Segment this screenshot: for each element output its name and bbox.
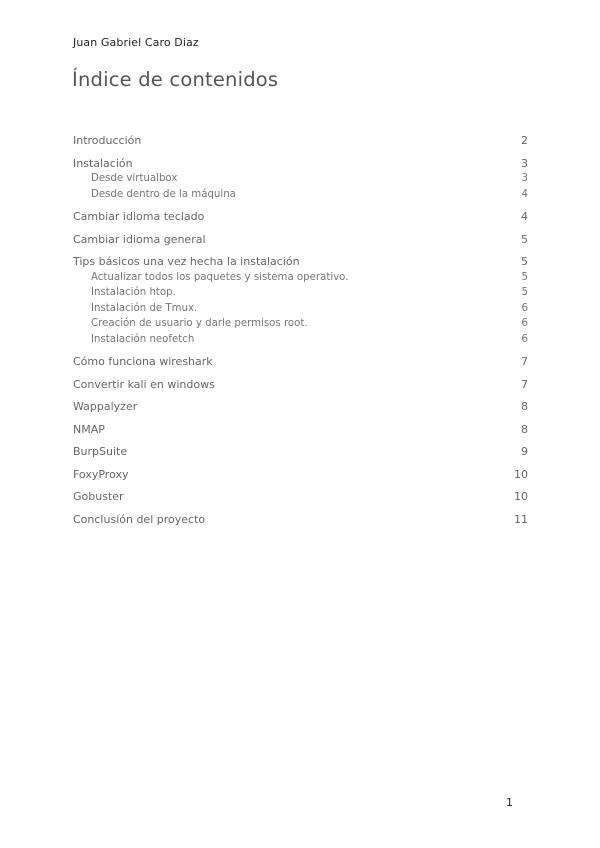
toc-entry-label: Convertir kali en windows [73,377,215,391]
toc-subentry-page: 3 [521,173,528,184]
toc-entry-label: Cambiar idioma general [73,232,206,246]
toc-subentry-label: Actualizar todos los paquetes y sistema operativo. [91,271,349,283]
toc-entry-page: 9 [521,445,528,458]
toc-entry[interactable] [73,378,528,395]
toc-subentry-page: 6 [521,333,528,345]
toc-entry[interactable] [73,233,528,250]
toc-entry[interactable] [73,445,528,462]
toc-section [73,233,528,250]
toc-entry-label: Cómo funciona wireshark [73,355,213,368]
toc-entry[interactable] [73,355,528,372]
toc-subentry[interactable] [73,318,528,334]
toc-section [73,355,528,372]
toc-entry-label: FoxyProxy [73,467,129,481]
toc-entry-page: 10 [514,467,528,481]
toc-subentry[interactable] [73,173,528,189]
toc-subentry[interactable] [73,334,528,350]
toc-section [73,513,528,530]
table-of-contents [73,134,528,535]
toc-entry-label: Cambiar idioma teclado [73,210,205,223]
toc-subentry-label: Creación de usuario y darle permisos root. [91,318,308,329]
toc-subentry-label: Desde dentro de la máquina [91,188,236,200]
toc-subentry[interactable] [73,272,528,288]
toc-entry-page: 2 [521,134,528,147]
toc-entry[interactable] [73,513,528,530]
toc-entry[interactable] [73,210,528,227]
toc-entry[interactable] [73,400,528,417]
toc-subentry-label: Desde virtualbox [91,173,178,184]
toc-entry-page: 3 [521,156,528,170]
toc-entry[interactable] [73,134,528,151]
toc-entry-label: Introducción [73,134,142,147]
toc-entry-page: 10 [514,490,528,503]
toc-entry-page: 7 [521,377,528,391]
toc-subentry[interactable] [73,303,528,319]
toc-entry-page: 5 [521,255,528,268]
toc-section [73,490,528,507]
toc-entry-label: Tips básicos una vez hecha la instalación [73,255,300,268]
toc-section [73,157,528,205]
toc-subentry-page: 5 [521,287,528,298]
toc-entry[interactable] [73,468,528,485]
toc-title: Índice de contenidos [72,68,279,91]
toc-subentry-page: 5 [521,271,528,283]
toc-subentry[interactable] [73,189,528,205]
toc-section [73,423,528,440]
toc-section [73,255,528,349]
toc-entry-label: Wappalyzer [73,400,138,413]
toc-section [73,400,528,417]
toc-subentry[interactable] [73,287,528,303]
toc-entry-page: 8 [521,422,528,436]
toc-entry-label: Conclusión del proyecto [73,512,206,526]
toc-entry-page: 5 [521,232,528,246]
toc-entry-page: 11 [514,512,528,526]
toc-section [73,210,528,227]
toc-subentry-page: 6 [521,318,528,329]
toc-entry-label: Gobuster [73,490,124,503]
toc-entry-label: BurpSuite [73,445,128,458]
toc-subentry-label: Instalación neofetch [91,333,195,345]
toc-subentry-page: 6 [521,302,528,314]
toc-entry-page: 7 [521,355,528,368]
toc-entry[interactable] [73,423,528,440]
toc-subentry-page: 4 [521,188,528,200]
toc-entry[interactable] [73,490,528,507]
page-number: 1 [506,796,513,809]
toc-entry-label: NMAP [73,422,105,436]
toc-entry[interactable] [73,255,528,272]
toc-subentry-label: Instalación htop. [91,287,176,298]
toc-entry-label: Instalación [73,156,133,170]
document-author: Juan Gabriel Caro Diaz [73,36,199,49]
toc-section [73,134,528,151]
toc-section [73,468,528,485]
toc-entry-page: 8 [521,400,528,413]
toc-entry-page: 4 [521,210,528,223]
toc-entry[interactable] [73,157,528,174]
toc-section [73,445,528,462]
toc-section [73,378,528,395]
toc-subentry-label: Instalación de Tmux. [91,302,198,314]
